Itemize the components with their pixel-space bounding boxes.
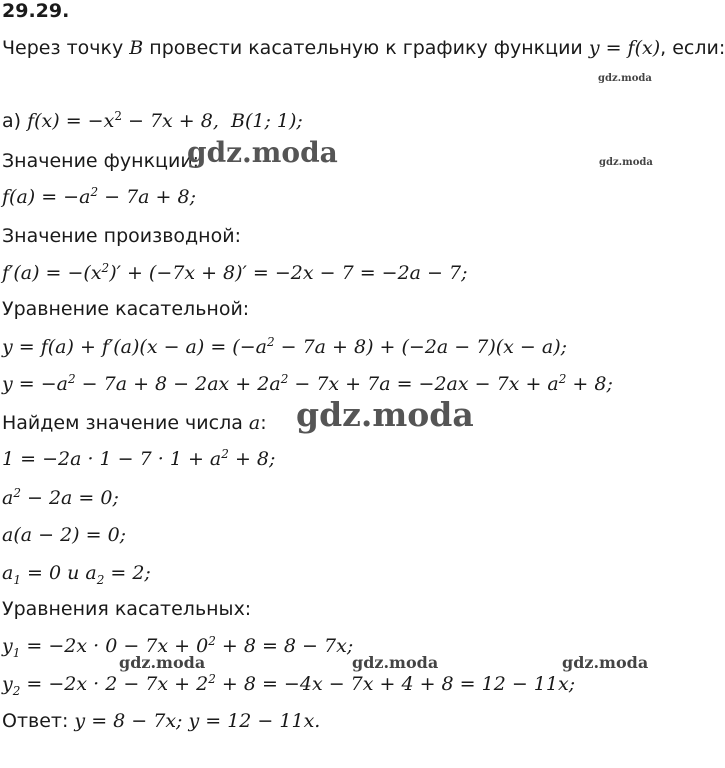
section-tangent-equation: Уравнение касательной: — [2, 298, 250, 320]
eq-substitution: $1 = -2a \cdot 1 - 7 \cdot 1 + a^2 + 8$; — [2, 447, 276, 470]
problem-statement: Через точку B провести касательную к графику функции y = f(x), если: — [2, 37, 725, 59]
watermark-large-2: gdz.moda — [296, 395, 474, 434]
eq-function-value: $f(a) = -a^2 - 7a + 8$; — [2, 185, 196, 208]
watermark-large-1: gdz.moda — [187, 136, 338, 169]
eq-tangent-2: $y_2 = -2x \cdot 2 - 7x + 2^2 + 8 = -4x - 7x + 4 + 8 = 12 - 11x$; — [2, 672, 576, 698]
section-tangents: Уравнения касательных: — [2, 598, 252, 620]
part-a-function: а) $f(x) = -x^2 - 7x + 8$, B(1; 1); — [2, 109, 303, 132]
problem-number: 29.29. — [2, 0, 70, 22]
watermark-medium-1: gdz.moda — [119, 653, 206, 672]
section-find-a: Найдем значение числа a: — [2, 412, 267, 434]
section-function-value: Значение функции: — [2, 150, 200, 172]
eq-tangent-general: $y = f(a) + f'(a)(x - a) = (-a^2 - 7a + 8) + (-2a - 7)(x - a)$; — [2, 335, 568, 358]
eq-tangent-expanded: $y = -a^2 - 7a + 8 - 2ax + 2a^2 - 7x + 7a = -2ax - 7x + a^2 + 8$; — [2, 372, 613, 395]
eq-derivative: $f'(a) = -(x^2)' + (-7x + 8)' = -2x - 7 = -2a - 7$; — [2, 261, 468, 284]
watermark-medium-3: gdz.moda — [562, 653, 649, 672]
watermark-small-2: gdz.moda — [599, 157, 653, 168]
eq-tangent-1: $y_1 = -2x \cdot 0 - 7x + 0^2 + 8 = 8 - 7x$; — [2, 634, 354, 660]
answer-line: Ответ: y = 8 − 7x; y = 12 − 11x. — [2, 710, 321, 732]
eq-factored: a(a − 2) = 0; — [2, 524, 127, 546]
eq-roots: $a_1 = 0$ и $a_2 = 2$; — [2, 562, 151, 587]
watermark-medium-2: gdz.moda — [352, 653, 439, 672]
eq-quadratic: $a^2 - 2a = 0$; — [2, 486, 119, 509]
section-derivative-value: Значение производной: — [2, 225, 241, 247]
watermark-small-1: gdz.moda — [598, 73, 652, 84]
